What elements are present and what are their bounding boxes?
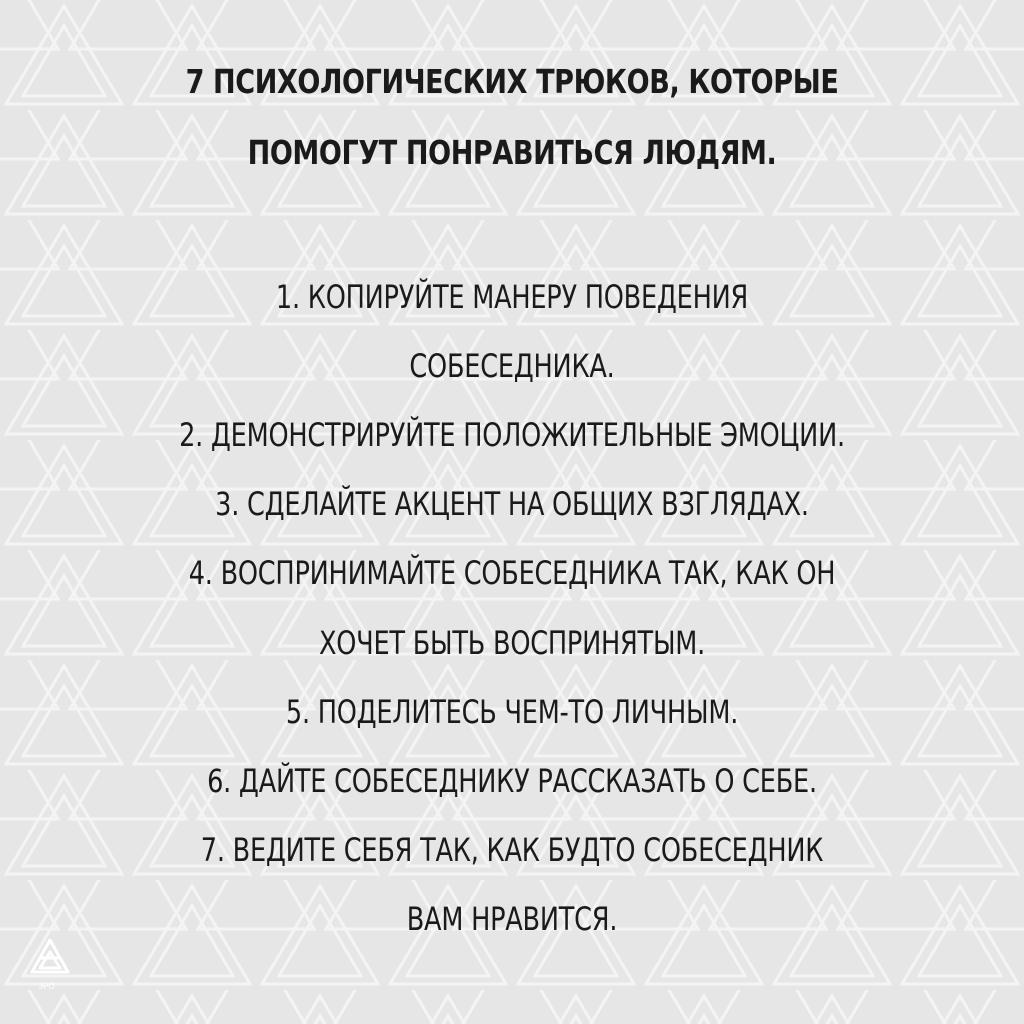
- list-item: ВАМ НРАВИТСЯ.: [406, 900, 618, 938]
- list-item: 1. КОПИРУЙТЕ МАНЕРУ ПОВЕДЕНИЯ: [275, 278, 749, 316]
- page-title-line-1: 7 ПСИХОЛОГИЧЕСКИХ ТРЮКОВ, КОТОРЫЕ: [185, 62, 839, 101]
- list-item: 4. ВОСПРИНИМАЙТЕ СОБЕСЕДНИКА ТАК, КАК ОН: [188, 554, 836, 592]
- page-title-line-2: ПОМОГУТ ПОНРАВИТЬСЯ ЛЮДЯМ.: [247, 133, 777, 172]
- list-item: 3. СДЕЛАЙТЕ АКЦЕНТ НА ОБЩИХ ВЗГЛЯДАХ.: [215, 485, 809, 523]
- list-item: 2. ДЕМОНСТРИРУЙТЕ ПОЛОЖИТЕЛЬНЫЕ ЭМОЦИИ.: [179, 416, 845, 454]
- list-item: 6. ДАЙТЕ СОБЕСЕДНИКУ РАССКАЗАТЬ О СЕБЕ.: [207, 762, 817, 800]
- list-item: ХОЧЕТ БЫТЬ ВОСПРИНЯТЫМ.: [318, 624, 706, 662]
- logo-caption: ЭРО: [38, 982, 55, 991]
- list-item: 5. ПОДЕЛИТЕСЬ ЧЕМ-ТО ЛИЧНЫМ.: [285, 693, 739, 731]
- list-item: СОБЕСЕДНИКА.: [409, 347, 615, 385]
- list-item: 7. ВЕДИТЕ СЕБЯ ТАК, КАК БУДТО СОБЕСЕДНИК: [200, 831, 824, 869]
